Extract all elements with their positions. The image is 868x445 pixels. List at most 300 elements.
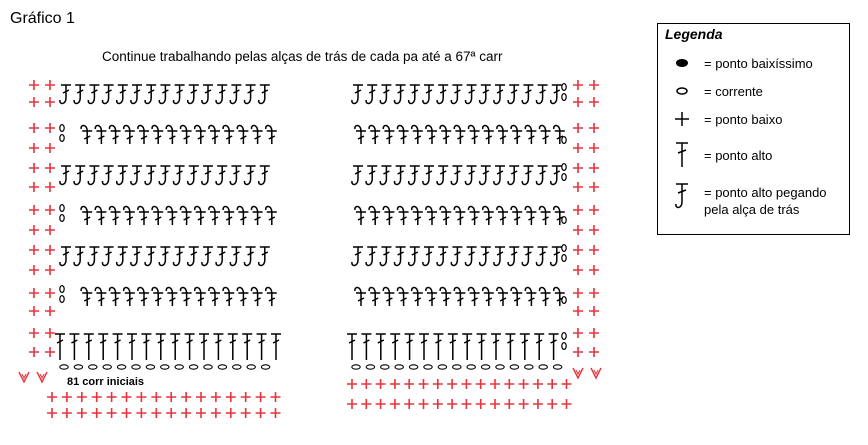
chain-mark: [366, 365, 374, 369]
single-crochet-mark: [181, 392, 191, 402]
back-loop-double-crochet-mark: [95, 206, 106, 225]
single-crochet-mark: [29, 80, 39, 90]
single-crochet-mark: [47, 392, 57, 402]
chain-mark: [525, 365, 533, 369]
single-crochet-mark: [45, 97, 55, 107]
back-loop-double-crochet-mark: [145, 166, 156, 185]
back-loop-double-crochet-mark: [440, 125, 451, 144]
back-loop-double-crochet-mark: [537, 247, 548, 266]
back-loop-double-crochet-mark: [95, 287, 106, 306]
back-loop-double-crochet-mark: [110, 206, 121, 225]
back-loop-double-crochet-mark: [230, 85, 241, 104]
back-loop-double-crochet-mark: [209, 206, 220, 225]
single-crochet-mark: [347, 379, 357, 389]
double-crochet-mark: [213, 334, 223, 360]
back-loop-double-crochet-mark: [423, 247, 434, 266]
back-loop-double-crochet-mark: [117, 247, 128, 266]
back-loop-double-crochet-mark: [209, 125, 220, 144]
back-loop-double-crochet-mark: [181, 287, 192, 306]
back-loop-double-crochet-mark: [181, 125, 192, 144]
legend-item-double-crochet: [658, 138, 848, 166]
chain-mark: [132, 365, 140, 369]
legend-item-back-loop-double-crochet: [658, 178, 848, 228]
back-loop-double-crochet-mark: [540, 287, 551, 306]
double-crochet-mark: [170, 334, 180, 360]
back-loop-double-crochet-mark: [60, 247, 71, 266]
chain-mark: [103, 365, 111, 369]
back-loop-double-crochet-mark: [437, 247, 448, 266]
single-crochet-mark: [573, 225, 583, 235]
single-crochet-mark: [29, 143, 39, 153]
single-crochet-mark: [573, 328, 583, 338]
back-loop-double-crochet-mark: [369, 125, 380, 144]
back-loop-double-crochet-mark: [423, 166, 434, 185]
single-crochet-mark: [226, 408, 236, 418]
single-crochet-mark: [107, 392, 117, 402]
back-loop-double-crochet-mark: [352, 247, 363, 266]
double-crochet-mark: [84, 334, 94, 360]
single-crochet-mark: [573, 245, 583, 255]
back-loop-double-crochet-mark: [166, 287, 177, 306]
back-loop-double-crochet-mark: [483, 287, 494, 306]
single-crochet-mark: [151, 392, 161, 402]
double-crochet-mark: [141, 334, 151, 360]
double-crochet-mark: [98, 334, 108, 360]
single-crochet-mark: [361, 379, 371, 389]
back-loop-double-crochet-mark: [216, 247, 227, 266]
single-crochet-mark: [461, 399, 471, 409]
single-crochet-mark: [573, 288, 583, 298]
chain-mark: [60, 286, 64, 293]
back-loop-double-crochet-mark: [74, 247, 85, 266]
single-crochet-mark: [589, 205, 599, 215]
back-loop-double-crochet-mark: [522, 166, 533, 185]
decrease-mark: [594, 370, 598, 374]
back-loop-double-crochet-mark: [174, 247, 185, 266]
single-crochet-mark: [573, 80, 583, 90]
single-crochet-mark: [77, 392, 87, 402]
back-loop-double-crochet-mark: [131, 247, 142, 266]
back-loop-double-crochet-mark: [426, 206, 437, 225]
double-crochet-mark: [534, 334, 544, 360]
double-crochet-mark: [69, 334, 79, 360]
back-loop-double-crochet-mark: [355, 287, 366, 306]
single-crochet-mark: [376, 379, 386, 389]
back-loop-double-crochet-mark: [437, 166, 448, 185]
back-loop-double-crochet-mark: [259, 166, 270, 185]
single-crochet-mark: [45, 347, 55, 357]
back-loop-double-crochet-mark: [202, 85, 213, 104]
single-crochet-mark: [45, 205, 55, 215]
back-loop-double-crochet-mark: [426, 125, 437, 144]
back-loop-double-crochet-mark: [437, 85, 448, 104]
single-crochet-mark: [404, 399, 414, 409]
single-crochet-mark: [45, 80, 55, 90]
back-loop-double-crochet-mark: [409, 247, 420, 266]
back-loop-double-crochet-mark: [88, 247, 99, 266]
chain-mark: [562, 164, 566, 171]
double-crochet-mark: [113, 334, 123, 360]
single-crochet-mark: [433, 399, 443, 409]
back-loop-double-crochet-mark: [469, 125, 480, 144]
single-crochet-mark: [433, 379, 443, 389]
back-loop-double-crochet-mark: [537, 85, 548, 104]
back-loop-double-crochet-mark: [195, 125, 206, 144]
back-loop-double-crochet-mark: [423, 85, 434, 104]
chain-mark: [381, 365, 389, 369]
single-crochet-mark: [589, 347, 599, 357]
double-crochet-mark: [520, 334, 530, 360]
back-loop-double-crochet-mark: [266, 206, 277, 225]
back-loop-double-crochet-mark: [230, 247, 241, 266]
chain-mark: [233, 365, 241, 369]
back-loop-double-crochet-mark: [554, 206, 565, 225]
back-loop-double-crochet-mark: [494, 85, 505, 104]
back-loop-double-crochet-mark: [522, 247, 533, 266]
chain-mark: [395, 365, 403, 369]
single-crochet-mark: [211, 408, 221, 418]
chain-mark: [467, 365, 475, 369]
single-crochet-mark: [476, 379, 486, 389]
back-loop-double-crochet-mark: [166, 206, 177, 225]
back-loop-double-crochet-mark: [466, 247, 477, 266]
back-loop-double-crochet-mark: [469, 206, 480, 225]
back-loop-double-crochet-mark: [355, 125, 366, 144]
single-crochet-mark: [573, 163, 583, 173]
chain-mark: [562, 94, 566, 101]
double-crochet-mark: [257, 334, 267, 360]
back-loop-double-crochet-mark: [366, 166, 377, 185]
back-loop-double-crochet-mark: [551, 247, 562, 266]
chain-mark: [496, 365, 504, 369]
chain-mark: [261, 365, 269, 369]
chain-mark: [60, 135, 64, 142]
double-crochet-mark: [271, 334, 281, 360]
single-crochet-mark: [447, 399, 457, 409]
back-loop-double-crochet-mark: [480, 247, 491, 266]
back-loop-double-crochet-mark: [202, 247, 213, 266]
back-loop-double-crochet-icon: [662, 178, 698, 214]
back-loop-double-crochet-mark: [103, 247, 114, 266]
legend-box: [657, 23, 850, 235]
back-loop-double-crochet-mark: [554, 125, 565, 144]
single-crochet-mark: [45, 306, 55, 316]
chain-mark: [424, 365, 432, 369]
chain-mark: [539, 365, 547, 369]
single-crochet-mark: [29, 347, 39, 357]
single-crochet-mark: [533, 399, 543, 409]
back-loop-double-crochet-mark: [497, 206, 508, 225]
back-loop-double-crochet-mark: [380, 166, 391, 185]
back-loop-double-crochet-mark: [540, 206, 551, 225]
single-crochet-mark: [589, 245, 599, 255]
single-crochet-mark: [45, 328, 55, 338]
back-loop-double-crochet-mark: [551, 85, 562, 104]
single-crochet-mark: [166, 392, 176, 402]
back-loop-double-crochet-mark: [494, 166, 505, 185]
back-loop-double-crochet-mark: [525, 287, 536, 306]
back-loop-double-crochet-mark: [88, 166, 99, 185]
back-loop-double-crochet-mark: [508, 166, 519, 185]
chain-mark: [175, 365, 183, 369]
double-crochet-mark: [491, 334, 501, 360]
single-crochet-mark: [589, 80, 599, 90]
double-crochet-mark: [361, 334, 371, 360]
single-crochet-mark: [573, 205, 583, 215]
back-loop-double-crochet-mark: [259, 247, 270, 266]
back-loop-double-crochet-mark: [60, 85, 71, 104]
back-loop-double-crochet-mark: [131, 85, 142, 104]
chain-mark: [453, 365, 461, 369]
back-loop-double-crochet-mark: [110, 287, 121, 306]
back-loop-double-crochet-mark: [451, 85, 462, 104]
single-crochet-mark: [136, 408, 146, 418]
instruction-text: Continue trabalhando pelas alças de trás de cada pa até a 67ª carr: [102, 49, 503, 64]
back-loop-double-crochet-mark: [355, 206, 366, 225]
single-crochet-mark: [45, 265, 55, 275]
back-loop-double-crochet-mark: [188, 247, 199, 266]
back-loop-double-crochet-mark: [245, 247, 256, 266]
back-loop-double-crochet-mark: [138, 206, 149, 225]
back-loop-double-crochet-mark: [237, 287, 248, 306]
back-loop-double-crochet-mark: [466, 85, 477, 104]
back-loop-double-crochet-mark: [409, 166, 420, 185]
back-loop-double-crochet-mark: [540, 125, 551, 144]
back-loop-double-crochet-mark: [398, 206, 409, 225]
single-crochet-mark: [29, 328, 39, 338]
back-loop-double-crochet-mark: [366, 85, 377, 104]
back-loop-double-crochet-mark: [398, 287, 409, 306]
chain-mark: [562, 84, 566, 91]
back-loop-double-crochet-mark: [103, 166, 114, 185]
back-loop-double-crochet-mark: [145, 85, 156, 104]
single-crochet-mark: [547, 399, 557, 409]
double-crochet-mark: [419, 334, 429, 360]
back-loop-double-crochet-mark: [266, 125, 277, 144]
single-crochet-mark: [573, 306, 583, 316]
back-loop-double-crochet-mark: [74, 166, 85, 185]
single-crochet-mark: [562, 399, 572, 409]
single-crochet-mark: [589, 182, 599, 192]
chain-mark: [481, 365, 489, 369]
single-crochet-mark: [256, 392, 266, 402]
back-loop-double-crochet-mark: [454, 206, 465, 225]
chain-mark: [562, 174, 566, 181]
back-loop-double-crochet-mark: [380, 247, 391, 266]
back-loop-double-crochet-mark: [103, 85, 114, 104]
back-loop-double-crochet-mark: [383, 206, 394, 225]
chain-mark: [60, 215, 64, 222]
chain-mark: [510, 365, 518, 369]
single-crochet-mark: [107, 408, 117, 418]
single-crochet-mark: [241, 392, 251, 402]
back-loop-double-crochet-mark: [223, 125, 234, 144]
double-crochet-mark: [228, 334, 238, 360]
back-loop-double-crochet-mark: [511, 206, 522, 225]
chain-mark: [204, 365, 212, 369]
single-crochet-mark: [45, 245, 55, 255]
back-loop-double-crochet-mark: [159, 166, 170, 185]
back-loop-double-crochet-mark: [266, 287, 277, 306]
single-crochet-mark: [211, 392, 221, 402]
single-crochet-mark: [390, 379, 400, 389]
back-loop-double-crochet-mark: [181, 206, 192, 225]
back-loop-double-crochet-mark: [551, 166, 562, 185]
legend-item-chain: [658, 80, 848, 108]
single-crochet-mark: [589, 123, 599, 133]
single-crochet-mark: [122, 392, 132, 402]
back-loop-double-crochet-mark: [366, 247, 377, 266]
back-loop-double-crochet-mark: [525, 125, 536, 144]
double-crochet-mark: [156, 334, 166, 360]
single-crochet-mark: [122, 408, 132, 418]
back-loop-double-crochet-mark: [409, 85, 420, 104]
back-loop-double-crochet-mark: [124, 287, 135, 306]
back-loop-double-crochet-mark: [195, 206, 206, 225]
single-crochet-mark: [589, 163, 599, 173]
back-loop-double-crochet-mark: [412, 206, 423, 225]
back-loop-double-crochet-mark: [508, 85, 519, 104]
chain-mark: [247, 365, 255, 369]
single-crochet-mark: [45, 288, 55, 298]
chain-mark: [60, 205, 64, 212]
back-loop-double-crochet-mark: [159, 247, 170, 266]
single-crochet-mark: [419, 379, 429, 389]
legend-label-single-crochet: = ponto baixo: [704, 112, 783, 127]
single-crochet-mark: [181, 408, 191, 418]
back-loop-double-crochet-mark: [209, 287, 220, 306]
legend-label-double-crochet: = ponto alto: [704, 148, 773, 163]
back-loop-double-crochet-mark: [174, 85, 185, 104]
single-crochet-mark: [504, 399, 514, 409]
back-loop-double-crochet-mark: [480, 85, 491, 104]
chain-mark: [60, 125, 64, 132]
single-crochet-mark: [29, 245, 39, 255]
legend-label-slip-stitch: = ponto baixíssimo: [704, 56, 813, 71]
double-crochet-mark: [376, 334, 386, 360]
back-loop-double-crochet-mark: [216, 85, 227, 104]
single-crochet-mark: [77, 408, 87, 418]
back-loop-double-crochet-mark: [117, 166, 128, 185]
back-loop-double-crochet-mark: [369, 206, 380, 225]
back-loop-double-crochet-mark: [81, 287, 92, 306]
back-loop-double-crochet-mark: [138, 287, 149, 306]
chain-mark: [562, 137, 566, 144]
single-crochet-mark: [62, 408, 72, 418]
single-crochet-mark: [256, 408, 266, 418]
back-loop-double-crochet-mark: [454, 287, 465, 306]
single-crochet-mark: [519, 379, 529, 389]
single-crochet-mark: [573, 97, 583, 107]
back-loop-double-crochet-mark: [352, 166, 363, 185]
back-loop-double-crochet-mark: [188, 85, 199, 104]
back-loop-double-crochet-mark: [483, 206, 494, 225]
back-loop-double-crochet-mark: [60, 166, 71, 185]
single-crochet-mark: [166, 408, 176, 418]
back-loop-double-crochet-mark: [152, 287, 163, 306]
back-loop-double-crochet-mark: [369, 287, 380, 306]
single-crochet-mark: [390, 399, 400, 409]
decrease-mark: [22, 374, 26, 378]
single-crochet-mark: [589, 143, 599, 153]
single-crochet-mark: [476, 399, 486, 409]
back-loop-double-crochet-mark: [74, 85, 85, 104]
back-loop-double-crochet-mark: [152, 206, 163, 225]
back-loop-double-crochet-mark: [195, 287, 206, 306]
chain-mark: [189, 365, 197, 369]
back-loop-double-crochet-mark: [398, 125, 409, 144]
chain-mark: [60, 365, 68, 369]
single-crochet-mark: [573, 143, 583, 153]
back-loop-double-crochet-mark: [110, 125, 121, 144]
back-loop-double-crochet-mark: [380, 85, 391, 104]
single-crochet-mark: [47, 408, 57, 418]
back-loop-double-crochet-mark: [497, 125, 508, 144]
back-loop-double-crochet-mark: [95, 125, 106, 144]
single-crochet-mark: [589, 328, 599, 338]
double-crochet-mark: [405, 334, 415, 360]
single-crochet-mark: [196, 408, 206, 418]
single-crochet-mark: [226, 392, 236, 402]
single-crochet-mark: [589, 97, 599, 107]
legend-item-single-crochet: [658, 108, 848, 136]
chain-mark: [60, 296, 64, 303]
double-crochet-mark: [242, 334, 252, 360]
back-loop-double-crochet-mark: [494, 247, 505, 266]
back-loop-double-crochet-mark: [88, 85, 99, 104]
single-crochet-mark: [151, 408, 161, 418]
single-crochet-mark: [241, 408, 251, 418]
legend-label-chain: = corrente: [704, 84, 763, 99]
back-loop-double-crochet-mark: [252, 125, 263, 144]
chain-mark: [438, 365, 446, 369]
double-crochet-mark: [55, 334, 65, 360]
single-crochet-mark: [419, 399, 429, 409]
single-crochet-mark: [573, 265, 583, 275]
single-crochet-mark: [45, 143, 55, 153]
decrease-mark: [40, 374, 44, 378]
back-loop-double-crochet-mark: [395, 166, 406, 185]
back-loop-double-crochet-mark: [117, 85, 128, 104]
single-crochet-mark: [136, 392, 146, 402]
back-loop-double-crochet-mark: [230, 166, 241, 185]
single-crochet-mark: [573, 347, 583, 357]
back-loop-double-crochet-mark: [483, 125, 494, 144]
back-loop-double-crochet-mark: [480, 166, 491, 185]
single-crochet-mark: [490, 399, 500, 409]
back-loop-double-crochet-mark: [81, 206, 92, 225]
single-crochet-mark: [92, 408, 102, 418]
back-loop-double-crochet-mark: [166, 125, 177, 144]
back-loop-double-crochet-mark: [497, 287, 508, 306]
single-crochet-mark: [533, 379, 543, 389]
single-crochet-mark: [376, 399, 386, 409]
back-loop-double-crochet-mark: [451, 166, 462, 185]
back-loop-double-crochet-mark: [237, 125, 248, 144]
back-loop-double-crochet-mark: [352, 85, 363, 104]
chain-mark: [553, 365, 561, 369]
chain-mark: [562, 245, 566, 252]
chain-mark: [562, 343, 566, 350]
double-crochet-mark: [549, 334, 559, 360]
back-loop-double-crochet-mark: [216, 166, 227, 185]
back-loop-double-crochet-mark: [511, 125, 522, 144]
legend-item-slip-stitch: [658, 50, 848, 78]
chain-mark: [562, 255, 566, 262]
chain-mark: [562, 217, 566, 224]
single-crochet-mark: [271, 408, 281, 418]
single-crochet-mark: [562, 379, 572, 389]
